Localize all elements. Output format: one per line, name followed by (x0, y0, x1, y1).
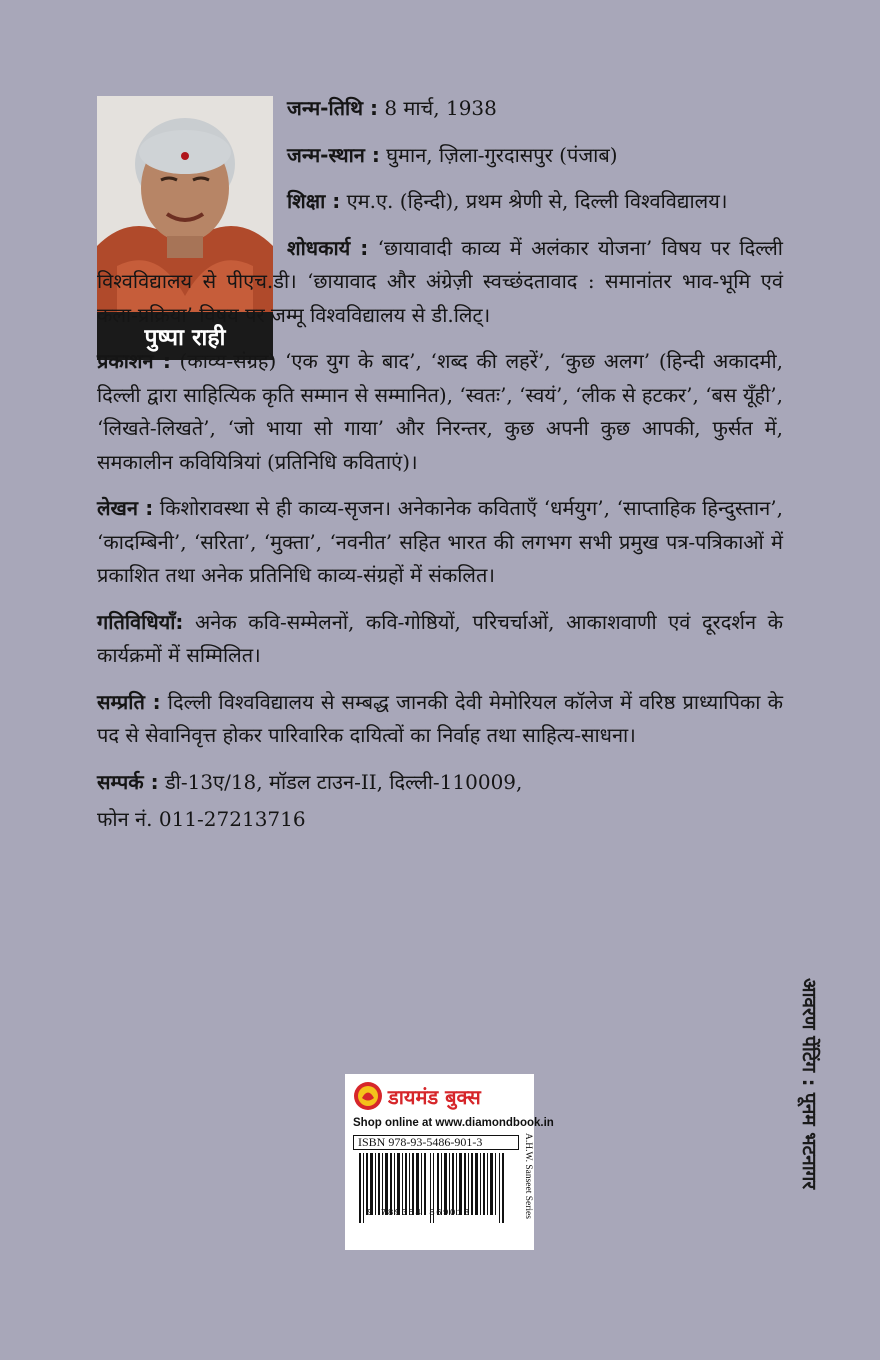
cover-credit-text: आवरण पेंटिंग : पूनम भटनागर (798, 978, 820, 1190)
bio-education (287, 185, 783, 219)
bio-publications-label: प्रकाशन : (97, 349, 171, 373)
bio-education-value: एम.ए. (हिन्दी), प्रथम श्रेणी से, दिल्ली विश्वविद्यालय। (340, 189, 728, 213)
isbn-number: ISBN 978-93-5486-901-3 (353, 1135, 519, 1150)
bio-research-value: ‘छायावादी काव्य में अलंकार योजना’ विषय पर दिल्ली विश्वविद्यालय से पीएच.डी। ‘छायावाद और अंग्रेज़ी स्वच्छंदतावाद : समानांतर भाव-भूमि एवं कला-प्रक्रिया’ विषय पर जम्मू विश्वविद्यालय से डी.लिट्। (97, 235, 783, 327)
cover-credit (786, 978, 830, 1268)
bio-writing (97, 492, 783, 593)
series-text: A.H.W. Sanseet Series (523, 1133, 533, 1219)
bio-dob-value: 8 मार्च, 1938 (377, 96, 497, 120)
bio-research-label: शोधकार्य : (287, 235, 369, 260)
bio-publications-value: (काव्य-संग्रह) ‘एक युग के बाद’, ‘शब्द की लहरें’, ‘कुछ अलग’ (हिन्दी अकादमी, दिल्ली द्वारा साहित्यिक कृति सम्मान से सम्मानित), ‘स्वतः’, ‘स्वयं’, ‘लीक से हटकर’, ‘बस यूँही’, ‘लिखते-लिखते’, ‘जो भाया सो गाया’ और निरन्तर, कुछ अपनी कुछ आपकी, फुर्सत में, समकालीन कवियित्रियां (प्रतिनिधि कविताएं)। (97, 349, 783, 474)
bio-contact-value: डी-13ए/18, मॉडल टाउन-II, दिल्ली-110009, (158, 769, 523, 794)
author-bio (97, 92, 783, 850)
bio-birthplace-label: जन्म-स्थान : (287, 142, 380, 167)
bio-birthplace (287, 139, 783, 173)
bio-activities-value: अनेक कवि-सम्मेलनों, कवि-गोष्ठियों, परिचर्चाओं, आकाशवाणी एवं दूरदर्शन के कार्यक्रमों में सम्मिलित। (97, 609, 783, 667)
bio-research (97, 232, 783, 333)
bio-activities-label: गतिविधियाँ: (97, 609, 184, 634)
shop-online-text: Shop online at www.diamondbook.in (353, 1117, 554, 1129)
barcode-digits: 9 789354 869013 (367, 1207, 471, 1218)
bio-education-label: शिक्षा : (287, 189, 341, 213)
barcode-area (353, 1133, 533, 1223)
bio-dob-label: जन्म-तिथि : (287, 96, 378, 120)
bio-current-value: दिल्ली विश्वविद्यालय से सम्बद्ध जानकी देवी मेमोरियल कॉलेज में वरिष्ठ प्राध्यापिका के पद से सेवानिवृत्त होकर पारिवारिक दायित्वों का निर्वाह तथा साहित्य-साधना। (97, 689, 783, 747)
series-label (523, 1133, 537, 1251)
author-name: पुष्पा राही (144, 325, 226, 351)
diamond-logo-icon (353, 1081, 383, 1111)
bio-current (97, 686, 783, 753)
bio-birthplace-value: घुमान, ज़िला-गुरदासपुर (पंजाब) (379, 142, 618, 167)
publisher-name: डायमंड बुक्स (388, 1084, 481, 1109)
bio-phone: फोन नं. 011-27213716 (97, 807, 306, 831)
publisher-logo (353, 1081, 526, 1111)
bio-publications (97, 345, 783, 479)
bio-contact (97, 766, 783, 800)
bio-contact-label: सम्पर्क : (97, 769, 159, 794)
bio-current-label: सम्प्रति : (97, 689, 161, 714)
bio-dob (287, 92, 783, 126)
bio-writing-label: लेखन : (97, 496, 154, 520)
bio-writing-value: किशोरावस्था से ही काव्य-सृजन। अनेकानेक कविताएँ ‘धर्मयुग’, ‘साप्ताहिक हिन्दुस्तान’, ‘कादम्बिनी’, ‘सरिता’, ‘मुक्ता’, ‘नवनीत’ सहित भारत की लगभग सभी प्रमुख पत्र-पत्रिकाओं में प्रकाशित तथा अनेक प्रतिनिधि काव्य-संग्रहों में संकलित। (97, 496, 783, 587)
bio-activities (97, 606, 783, 673)
publisher-badge (345, 1074, 554, 1250)
